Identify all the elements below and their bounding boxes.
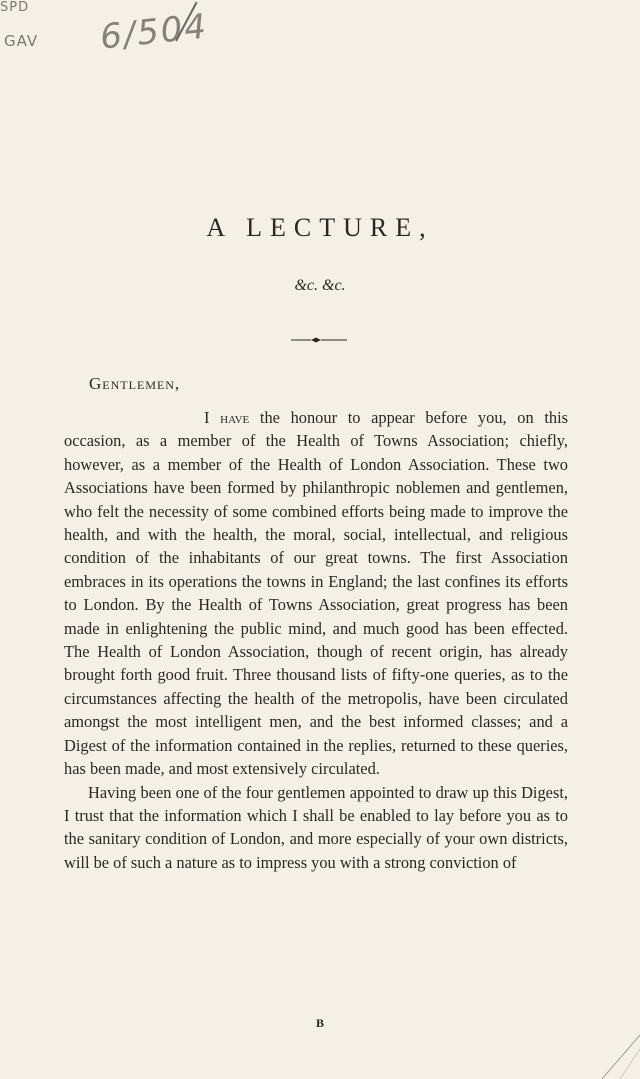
paragraph-2: Having been one of the four gentlemen appointed to draw up this Digest, I trust that the information which I shall be enabled to lay before you as to the sanitary condition of London, and more especially of your own districts, will be of such a nature as to impress you with a strong conviction of bbox=[64, 782, 568, 872]
corner-annotation: SPD bbox=[0, 0, 30, 15]
divider-ornament-icon bbox=[289, 336, 349, 344]
paragraph-1 bbox=[64, 406, 568, 781]
shelfmark-annotation: 6/504 bbox=[98, 6, 210, 58]
paragraph-1-first-word: I bbox=[204, 408, 221, 427]
paragraph-1-smallcaps: have bbox=[220, 408, 250, 427]
gav-annotation: GAV bbox=[4, 32, 39, 50]
salutation bbox=[89, 374, 180, 394]
salutation-rest: entlemen, bbox=[102, 374, 181, 393]
body-text bbox=[64, 406, 568, 874]
page-subtitle: &c. &c. bbox=[294, 277, 346, 294]
signature-mark: B bbox=[315, 1016, 324, 1030]
paragraph-1-text: the honour to appear before you, on this occasion, as a member of the Health of Towns Association; chiefly, however, as a member of the Health of London Association. These two Associations have been formed by philanthropic noblemen and gentlemen, who felt the necessity of some combined efforts being made to improve the health, and with the health, the moral, social, intellectual, and religious condition of the inhabitants of our great towns. The first Association embraces in its operations the towns in England; the last confines its efforts to London. By the Health of Towns Association, great progress has been made in enlightening the public mind, and much good has been effected. The Health of London Association, though of recent origin, has already brought forth good fruit. Three thousand lists of fifty-one queries, as to the circumstances affecting the health of the metropolis, have been circulated amongst the most intelligent men, and the best informed classes; and a Digest of the information contained in the replies, returned to these queries, has been made, and most extensively circulated. bbox=[64, 408, 568, 779]
salutation-initial: G bbox=[89, 374, 103, 393]
page-corner-curl-icon bbox=[592, 1035, 640, 1079]
page-title: A LECTURE, bbox=[206, 213, 434, 242]
